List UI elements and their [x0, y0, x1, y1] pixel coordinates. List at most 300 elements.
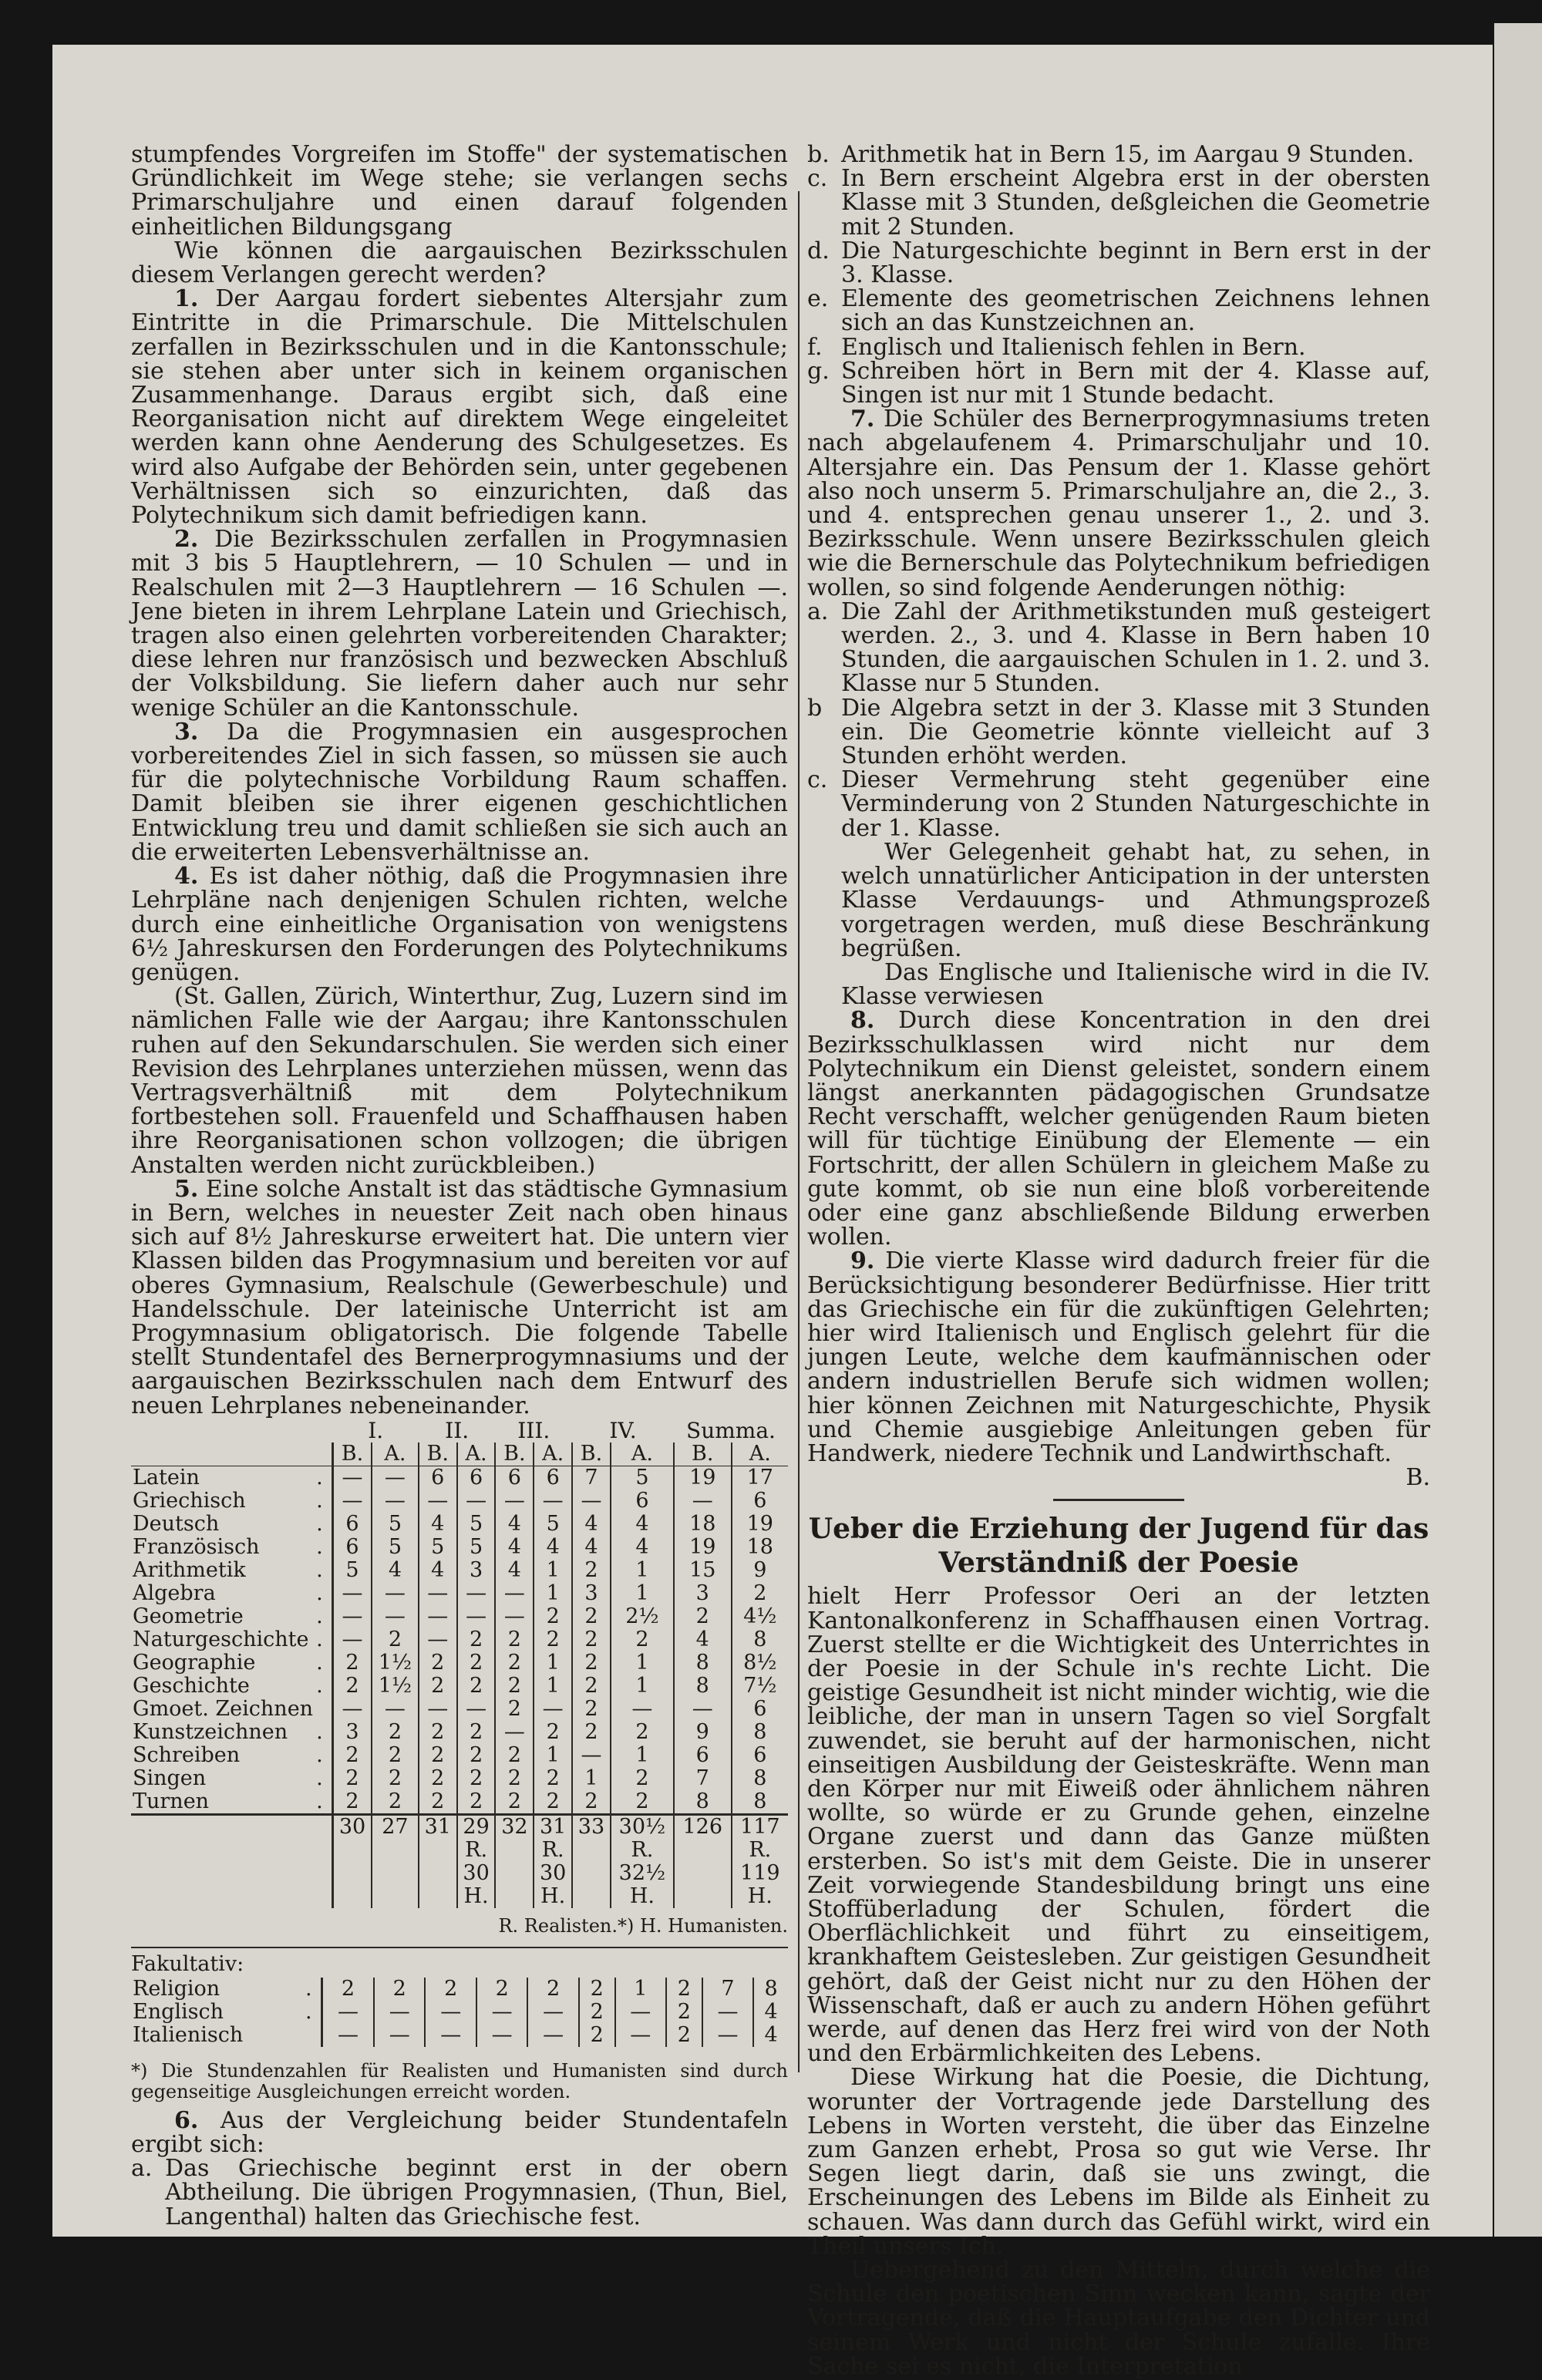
hours-cell: 2: [374, 1978, 425, 2001]
table-legend: R. Realisten.*) H. Humanisten.: [498, 1914, 788, 1937]
hours-cell: 9: [674, 1721, 732, 1744]
hours-cell: 2: [572, 1605, 611, 1628]
table-header-schools: [131, 1442, 788, 1466]
school-header: A.: [372, 1442, 419, 1466]
hours-cell: 2: [419, 1790, 457, 1815]
paragraph-text: Die Bezirksschulen zerfallen in Progymnasien mit 3 bis 5 Hauptlehrern, — 10 Schulen — und in Realschulen mit 2—3 Hauptlehrern — 16 Schulen —. Jene bieten in ihrem Lehrplane Latein und Griechisch, tragen also einen gelehrten vorbereitenden Charakter; diese lehren nur französisch und bezwecken Abschluß der Volksbildung. Sie liefern daher auch nur sehr wenige Schüler an die Kantonsschule.: [131, 526, 788, 722]
leader-dots: [304, 2024, 322, 2047]
hours-cell: 2: [457, 1744, 496, 1767]
list-label: d.: [807, 237, 830, 264]
subject-cell: Kunstzeichnen: [133, 1719, 288, 1744]
paragraph-text: Da die Progymnasien ein ausgesprochen vorbereitendes Ziel in sich fassen, so müssen sie auch für die polytechnische Vorbildung Raum schaffen. Damit bleiben sie ihrer eigenen geschichtlichen Entwicklung treu und damit schließen sie sich auch an die erweiterten Lebensverhältnisse an.: [131, 718, 788, 866]
hours-cell: 2: [457, 1675, 496, 1698]
paragraph-text: Durch diese Koncentration in den drei Bezirksschulklassen wird nicht nur dem Polytechnikum ein Dienst geleistet, sondern einem längst anerkannten pädagogischen Grundsatze Recht verschafft, welcher genügenden Raum bieten will für tüchtige Einübung der Elemente — ein Fortschritt, der allen Schülern in gleichem Maße zu gute kommt, ob sie nun eine bloß vorbereitende oder eine ganz abschließende Bildung erwerben wollen.: [807, 1007, 1430, 1251]
hours-cell: 2: [419, 1651, 457, 1675]
list-item: [807, 696, 1430, 769]
list-label: c.: [807, 766, 828, 794]
hours-cell: 2: [495, 1767, 534, 1790]
table-row: [131, 1698, 788, 1721]
hours-cell: 2: [372, 1721, 419, 1744]
hours-cell: —: [457, 1582, 496, 1605]
hours-cell: 2: [579, 2024, 615, 2047]
list-label: e.: [807, 285, 829, 313]
sum-cell: 29: [457, 1814, 496, 1839]
hours-cell: —: [457, 1490, 496, 1513]
hours-cell: —: [527, 2024, 578, 2047]
hours-cell: 5: [372, 1536, 419, 1559]
sum-cell: R.: [611, 1839, 674, 1862]
hours-cell: 7½: [732, 1675, 788, 1698]
subject-cell: Gmoet. Zeichnen: [133, 1696, 314, 1721]
hours-cell: 7: [572, 1466, 611, 1490]
leader-dots: .: [305, 1999, 312, 2024]
hours-cell: 8: [732, 1628, 788, 1651]
hours-cell: —: [372, 1466, 419, 1490]
paragraph-text: Aus der Vergleichung beider Stundentafeln ergibt sich:: [131, 2106, 788, 2158]
hours-cell: 1: [534, 1582, 572, 1605]
hours-cell: 6: [732, 1490, 788, 1513]
hours-cell: —: [425, 2024, 476, 2047]
hours-cell: 2: [572, 1698, 611, 1721]
hours-cell: 4: [495, 1536, 534, 1559]
hours-cell: —: [495, 1582, 534, 1605]
hours-cell: 2: [372, 1767, 419, 1790]
paragraph-text: Eine solche Anstalt ist das städtische Gymnasium in Bern, welches in neuester Zeit nach oben hinaus sich auf 8½ Jahreskurse erweitert hat. Die untern vier Klassen bilden das Progymnasium und bereiten vor auf oberes Gymnasium, Realschule (Gewerbeschule) und Handelsschule. Der lateinische Unterricht ist am Progymnasium obligatorisch. Die folgende Tabelle stellt Stundentafel des Bernerprogymnasiums und der aargauischen Bezirksschulen nach dem Entwurf des neuen Lehrplanes nebeneinander.: [131, 1175, 788, 1419]
sum-cell: R.: [732, 1839, 788, 1862]
hours-cell: —: [615, 2001, 666, 2024]
leader-dots: .: [316, 1742, 323, 1767]
hours-cell: —: [374, 2001, 425, 2024]
hours-cell: 2: [457, 1628, 496, 1651]
hours-cell: 3: [333, 1721, 372, 1744]
changes-list: [807, 600, 1430, 840]
sum-cell: H.: [457, 1885, 496, 1908]
question-paragraph: Wie können die aargauischen Bezirksschulen diesem Verlangen gerecht werden?: [131, 237, 788, 289]
optional-subjects-title: Fakultativ:: [131, 1951, 244, 1976]
hours-cell: 2: [572, 1651, 611, 1675]
hours-cell: 4: [534, 1536, 572, 1559]
table-row: [131, 1582, 788, 1605]
school-header: B.: [419, 1442, 457, 1466]
hours-cell: 7: [702, 1978, 753, 2001]
list-text: Englisch und Italienisch fehlen in Bern.: [841, 333, 1306, 361]
table-row: [131, 1675, 788, 1698]
paragraph-number: 5.: [174, 1175, 199, 1203]
hours-cell: 2: [457, 1721, 496, 1744]
hours-cell: 1: [534, 1559, 572, 1582]
sum-row-humanists-label: [131, 1885, 788, 1908]
hours-cell: —: [333, 1605, 372, 1628]
opening-paragraph: stumpfendes Vorgreifen im Stoffe" der systematischen Gründlichkeit im Wege stehe; sie verlangen sechs Primarschuljahre und einen darauf folgenden einheitlichen Bildungsgang: [131, 141, 788, 241]
paragraph-7: [807, 407, 1430, 600]
hours-cell: 6: [457, 1466, 496, 1490]
paragraph-3: [131, 720, 788, 864]
hours-cell: 4½: [732, 1605, 788, 1628]
hours-cell: 7: [674, 1767, 732, 1790]
optional-subjects-block: [131, 1947, 788, 2047]
table-row: [131, 1605, 788, 1628]
paragraph-number: 1.: [174, 285, 199, 313]
hours-cell: 19: [674, 1536, 732, 1559]
list-label: f.: [807, 333, 823, 361]
subject-cell: Deutsch: [133, 1511, 220, 1536]
subject-cell: Englisch: [133, 1999, 224, 2024]
hours-cell: 2: [495, 1628, 534, 1651]
list-text: Elemente des geometrischen Zeichnens lehnen sich an das Kunstzeichnen an.: [841, 285, 1430, 337]
sum-cell: 30: [457, 1862, 496, 1885]
sum-cell: 117: [732, 1814, 788, 1839]
hours-cell: —: [374, 2024, 425, 2047]
hours-cell: 5: [611, 1466, 674, 1490]
subject-cell: Griechisch: [133, 1488, 246, 1513]
list-text: In Bern erscheint Algebra erst in der obersten Klasse mit 3 Stunden, deßgleichen die Geometrie mit 2 Stunden.: [841, 165, 1430, 241]
sum-row-realists-label: [131, 1839, 788, 1862]
article-paragraph-1: hielt Herr Professor Oeri an der letzten Kantonalkonferenz in Schaffhausen einen Vortrag. Zuerst stellte er die Wichtigkeit des Unterrichtes in der Poesie in der Schule in's rechte Licht. Die geistige Gesundheit ist nicht minder wichtig, wie die leibliche, der man in unsern Tagen so viel Sorgfalt zuwendet, sie beruht auf der harmonischen, nicht einseitigen Ausbildung der Geisteskräfte. Wenn man den Körper nur mit Eiweiß oder ähnlichem nähren wollte, so würde er zu Grunde gehen, einzelne Organe zuerst und dann das Ganze müßten ersterben. So ist's mit dem Geiste. Die in unserer Zeit vorwiegende Standesbildung bringt uns eine Stoffüberladung der Schulen, fördert die Oberflächlichkeit und führt zu einseitigem, krankhaftem Geistesleben. Zur geistigen Gesundheit gehört, daß der Geist nicht nur zu den Höhen der Wissenschaft, daß er auch zu andern Höhen geführt werde, auf denen das Herz frei wird von der Noth und den Erbärmlichkeiten des Lebens.: [807, 1583, 1430, 2068]
sum-cell: 30: [333, 1814, 372, 1839]
section-divider: [1053, 1499, 1184, 1501]
paragraph-number: 8.: [850, 1007, 875, 1035]
article-heading: Ueber die Erziehung der Jugend für das Verständniß der Poesie: [808, 1513, 1429, 1580]
list-item: [807, 167, 1430, 239]
subject-cell: Latein: [133, 1465, 200, 1490]
hours-cell: 8: [674, 1790, 732, 1815]
optional-subjects-table: [131, 1978, 788, 2047]
hours-cell: —: [372, 1490, 419, 1513]
list-text: Schreiben hört in Bern mit der 4. Klasse auf, Singen ist nur mit 1 Stunde bedacht.: [841, 357, 1430, 409]
hours-cell: 6: [333, 1536, 372, 1559]
paragraph-number: 6.: [174, 2106, 199, 2134]
school-header: B.: [333, 1442, 372, 1466]
leader-dots: .: [316, 1534, 323, 1559]
hours-cell: —: [495, 1605, 534, 1628]
hours-cell: 2½: [611, 1605, 674, 1628]
list-label: b: [807, 694, 823, 722]
leader-dots: .: [316, 1488, 323, 1513]
hours-cell: —: [425, 2001, 476, 2024]
hours-cell: 1: [611, 1651, 674, 1675]
list-item: [807, 359, 1430, 407]
hours-cell: 2: [572, 1675, 611, 1698]
class-header: I.: [368, 1417, 384, 1443]
list-text: Arithmetik hat in Bern 15, im Aargau 9 Stunden.: [841, 141, 1415, 168]
hours-cell: —: [333, 1628, 372, 1651]
hours-cell: 2: [495, 1651, 534, 1675]
hours-cell: —: [372, 1605, 419, 1628]
paragraph-number: 2.: [174, 526, 199, 554]
hours-cell: —: [572, 1744, 611, 1767]
hours-cell: 4: [572, 1513, 611, 1536]
table-row: [131, 1559, 788, 1582]
class-header: III.: [517, 1417, 550, 1443]
hours-cell: 2: [372, 1628, 419, 1651]
subject-cell: Algebra: [133, 1580, 216, 1605]
list-label: c.: [807, 165, 828, 193]
hours-cell: —: [322, 2001, 374, 2024]
table-row: [131, 1536, 788, 1559]
hours-cell: 2: [457, 1651, 496, 1675]
paragraph-text: Der Aargau fordert siebentes Altersjahr zum Eintritte in die Primarschule. Die Mittelschulen zerfallen in Bezirksschulen und in die Kantonsschule; sie stehen aber unter sich in keinem organischen Zusammenhange. Daraus ergibt sich, daß eine Reorganisation nicht auf direktem Wege eingeleitet werden kann ohne Aenderung des Schulgesetzes. Es wird also Aufgabe der Behörden sein, unter gegebenen Verhältnissen sich so einzurichten, daß das Polytechnikum sich damit befriedigen kann.: [131, 285, 788, 530]
article-paragraph-3: Uebergehend zu den Mitteln, durch welche die Schule den poetischen Sinn wecken kann, sagte der Vortragende, daß die Hauptaufgabe den Dichter und seinem Werk und nicht der Schule zufalle. Ihre Sache sei es nicht, die Interpretation: [807, 2257, 1430, 2380]
sum-cell: 126: [674, 1814, 732, 1839]
continuation-paragraph: Wer Gelegenheit gehabt hat, zu sehen, in welch unnatürlicher Anticipation in der untersten Klasse Verdauungs- und Athmungsprozeß vorgetragen werden, muß diese Beschränkung begrüßen.: [841, 838, 1430, 962]
paragraph-number: 9.: [850, 1247, 875, 1275]
hours-cell: 6: [495, 1466, 534, 1490]
table-row: [131, 1790, 788, 1815]
hours-cell: 6: [732, 1698, 788, 1721]
paragraph-text: Die Schüler des Bernerprogymnasiums treten nach abgelaufenem 4. Primarschuljahr und 10. Altersjahre ein. Das Pensum der 1. Klasse gehört also noch unserm 5. Primarschuljahre an, die 2., 3. und 4. entsprechen genau unserer 1., 2. und 3. Bezirksschule. Wenn unsere Bezirksschulen gleich wie die Bernerschule das Polytechnikum befriedigen wollen, so sind folgende Aenderungen nöthig:: [807, 406, 1430, 601]
leader-dots: .: [316, 1511, 323, 1536]
sum-cell: 33: [572, 1814, 611, 1839]
right-column: [807, 143, 1430, 2378]
sum-cell: 30: [534, 1862, 572, 1885]
paragraph-6: [131, 2106, 788, 2158]
left-column: [131, 143, 788, 2229]
leader-dots: [315, 1698, 333, 1721]
hours-cell: 1: [572, 1767, 611, 1790]
table-header-classes: [131, 1419, 788, 1442]
school-header: A.: [732, 1442, 788, 1466]
paragraph-number: 4.: [174, 863, 199, 890]
list-item: [807, 768, 1430, 840]
author-signature: B.: [1406, 1464, 1430, 1492]
paragraph-4: [131, 864, 788, 985]
hours-cell: 2: [534, 1790, 572, 1815]
column-rule: [798, 191, 800, 2072]
subject-cell: Naturgeschichte: [133, 1627, 309, 1651]
leader-dots: .: [316, 1766, 323, 1790]
list-item: [807, 335, 1430, 359]
hours-cell: —: [419, 1582, 457, 1605]
leader-dots: .: [316, 1465, 323, 1490]
hours-cell: 1: [611, 1675, 674, 1698]
paragraph-8: [807, 1008, 1430, 1249]
hours-cell: 2: [425, 1978, 476, 2001]
hours-cell: —: [372, 1698, 419, 1721]
hours-cell: 2: [534, 1721, 572, 1744]
hours-cell: 4: [753, 2024, 788, 2047]
hours-cell: 2: [419, 1767, 457, 1790]
hours-cell: 2: [611, 1628, 674, 1651]
sum-cell: H.: [611, 1885, 674, 1908]
hours-cell: 18: [674, 1513, 732, 1536]
table-row: [131, 2001, 788, 2024]
hours-table: [131, 1419, 788, 1908]
subject-cell: Französisch: [133, 1534, 260, 1559]
list-label: b.: [807, 141, 830, 168]
hours-cell: —: [372, 1582, 419, 1605]
list-text: Das Griechische beginnt erst in der obern Abtheilung. Die übrigen Progymnasien, (Thun, Biel, Langenthal) halten das Griechische fest.: [165, 2155, 788, 2230]
table-body: [131, 1466, 788, 1814]
hours-cell: 2: [534, 1767, 572, 1790]
list-label: a.: [807, 598, 829, 625]
hours-cell: —: [527, 2001, 578, 2024]
hours-cell: 2: [333, 1744, 372, 1767]
paragraph-5: [131, 1177, 788, 1418]
hours-cell: —: [419, 1698, 457, 1721]
hours-cell: —: [702, 2001, 753, 2024]
hours-cell: 2: [372, 1744, 419, 1767]
table-row: [131, 1978, 788, 2001]
hours-cell: 1: [534, 1744, 572, 1767]
paragraph-4-note: (St. Gallen, Zürich, Winterthur, Zug, Luzern sind im nämlichen Falle wie der Aargau; ihre Kantonsschulen ruhen auf den Sekundarschulen. Sie werden sich einer Revision des Lehrplanes unterziehen müssen, wenn das Vertragsverhältniß mit dem Polytechnikum fortbestehen soll. Frauenfeld und Schaffhausen haben ihre Reorganisationen schon vollzogen; die übrigen Anstalten werden nicht zurückbleiben.): [131, 983, 788, 1179]
paragraph-number: 3.: [174, 718, 199, 746]
paragraph-1: [131, 285, 788, 530]
school-header: A.: [534, 1442, 572, 1466]
subject-cell: Singen: [133, 1766, 207, 1790]
list-item: [131, 2156, 788, 2229]
hours-cell: 6: [732, 1744, 788, 1767]
hours-cell: —: [534, 1490, 572, 1513]
leader-dots: .: [316, 1604, 323, 1628]
hours-cell: —: [495, 1490, 534, 1513]
sum-row: [131, 1814, 788, 1839]
hours-cell: 2: [476, 1978, 527, 2001]
leader-dots: .: [316, 1719, 323, 1744]
hours-cell: —: [457, 1698, 496, 1721]
sum-cell: 32½: [611, 1862, 674, 1885]
sum-cell: 31: [534, 1814, 572, 1839]
hours-cell: 2: [611, 1790, 674, 1815]
hours-cell: 17: [732, 1466, 788, 1490]
hours-cell: 2: [534, 1628, 572, 1651]
hours-cell: —: [419, 1490, 457, 1513]
hours-cell: 1½: [372, 1675, 419, 1698]
hours-cell: —: [615, 2024, 666, 2047]
hours-cell: 4: [419, 1513, 457, 1536]
hours-cell: —: [333, 1698, 372, 1721]
subject-cell: Arithmetik: [133, 1557, 246, 1582]
hours-cell: 2: [322, 1978, 374, 2001]
hours-cell: —: [611, 1698, 674, 1721]
hours-cell: 2: [611, 1721, 674, 1744]
sum-cell: 32: [495, 1814, 534, 1839]
list-text: Dieser Vermehrung steht gegenüber eine Verminderung von 2 Stunden Naturgeschichte in der 1. Klasse.: [841, 766, 1430, 842]
hours-cell: —: [333, 1466, 372, 1490]
hours-cell: 2: [579, 2001, 615, 2024]
hours-cell: 9: [732, 1559, 788, 1582]
hours-cell: 2: [333, 1790, 372, 1815]
hours-cell: 8: [674, 1651, 732, 1675]
hours-cell: 4: [753, 2001, 788, 2024]
list-text: Die Algebra setzt in der 3. Klasse mit 3 Stunden ein. Die Geometrie könnte vielleicht auf 3 Stunden erhöht werden.: [841, 694, 1430, 770]
hours-cell: 2: [333, 1767, 372, 1790]
hours-cell: —: [534, 1698, 572, 1721]
hours-cell: 4: [674, 1628, 732, 1651]
school-header: A.: [611, 1442, 674, 1466]
hours-cell: 2: [666, 1978, 702, 2001]
hours-cell: 3: [674, 1582, 732, 1605]
hours-cell: 2: [419, 1721, 457, 1744]
hours-cell: 2: [495, 1698, 534, 1721]
hours-cell: 2: [372, 1790, 419, 1815]
hours-cell: 4: [611, 1513, 674, 1536]
list-item: [807, 600, 1430, 696]
hours-cell: —: [495, 1721, 534, 1744]
hours-cell: —: [322, 2024, 374, 2047]
hours-cell: —: [572, 1490, 611, 1513]
hours-cell: —: [476, 2001, 527, 2024]
hours-cell: 3: [572, 1582, 611, 1605]
subject-cell: Geographie: [133, 1650, 256, 1675]
list-text: Die Zahl der Arithmetikstunden muß gesteigert werden. 2., 3. und 4. Klasse in Bern haben 10 Stunden, die aargauischen Schulen in 1. 2. und 3. Klasse nur 5 Stunden.: [841, 598, 1430, 698]
hours-cell: 5: [457, 1536, 496, 1559]
subject-cell: Geschichte: [133, 1673, 250, 1698]
hours-cell: 2: [666, 2024, 702, 2047]
leader-dots: .: [316, 1580, 323, 1605]
sum-cell: 27: [372, 1814, 419, 1839]
hours-cell: 5: [457, 1513, 496, 1536]
hours-cell: 2: [572, 1628, 611, 1651]
subject-cell: Schreiben: [133, 1742, 241, 1767]
continuation-paragraph-2: Das Englische und Italienische wird in die IV. Klasse verwiesen: [841, 958, 1430, 1011]
hours-cell: 2: [572, 1559, 611, 1582]
leader-dots: .: [316, 1627, 323, 1651]
sum-cell: 31: [419, 1814, 457, 1839]
table-row: [131, 1490, 788, 1513]
hours-cell: 1: [534, 1651, 572, 1675]
table-row: [131, 1628, 788, 1651]
hours-cell: 8: [674, 1675, 732, 1698]
sum-cell: H.: [534, 1885, 572, 1908]
leader-dots: .: [316, 1557, 323, 1582]
leader-dots: .: [305, 1976, 312, 2001]
list-item: [807, 239, 1430, 287]
table-row: [131, 2024, 788, 2047]
subject-cell: Religion: [133, 1976, 221, 2001]
hours-cell: 2: [579, 1978, 615, 2001]
paragraph-2: [131, 527, 788, 720]
hours-cell: 3: [457, 1559, 496, 1582]
hours-cell: 8: [732, 1721, 788, 1744]
hours-cell: —: [457, 1605, 496, 1628]
school-header: B.: [674, 1442, 732, 1466]
list-item: [807, 287, 1430, 335]
hours-cell: —: [674, 1490, 732, 1513]
sum-row-humanists: [131, 1862, 788, 1885]
hours-cell: 1: [611, 1744, 674, 1767]
subject-cell: Turnen: [133, 1789, 210, 1813]
class-header: Summa.: [686, 1417, 776, 1443]
hours-cell: 2: [495, 1675, 534, 1698]
hours-cell: 5: [534, 1513, 572, 1536]
table-footnote: *) Die Stundenzahlen für Realisten und Humanisten sind durch gegenseitige Ausgleichungen erreicht worden.: [131, 2059, 788, 2102]
hours-cell: 2: [419, 1744, 457, 1767]
table-row: [131, 1513, 788, 1536]
hours-cell: —: [419, 1628, 457, 1651]
leader-dots: .: [316, 1650, 323, 1675]
hours-cell: 2: [333, 1651, 372, 1675]
list-item: [807, 143, 1430, 167]
hours-cell: 2: [457, 1790, 496, 1815]
school-header: B.: [495, 1442, 534, 1466]
hours-cell: 2: [495, 1744, 534, 1767]
hours-cell: —: [333, 1582, 372, 1605]
hours-cell: 1: [611, 1559, 674, 1582]
hours-cell: 4: [611, 1536, 674, 1559]
article-paragraph-2: Diese Wirkung hat die Poesie, die Dichtung, worunter der Vortragende jede Darstellung des Lebens in Worten versteht, die über das Einzelne zum Ganzen erhebt, Prosa so gut wie Verse. Ihr Segen liegt darin, daß sie uns zwingt, die Erscheinungen des Lebens im Bilde als Einheit zu schauen. Was dann durch das Gefühl wirkt, wird ein Theil unsers Ich.: [807, 2064, 1430, 2260]
class-header: II.: [445, 1417, 470, 1443]
hours-cell: 18: [732, 1536, 788, 1559]
school-header: B.: [572, 1442, 611, 1466]
hours-cell: 2: [527, 1978, 578, 2001]
hours-cell: 2: [572, 1721, 611, 1744]
hours-cell: —: [419, 1605, 457, 1628]
hours-cell: 5: [333, 1559, 372, 1582]
list-label: a.: [131, 2155, 153, 2183]
hours-cell: 2: [495, 1790, 534, 1815]
hours-cell: 19: [732, 1513, 788, 1536]
hours-cell: 1: [534, 1675, 572, 1698]
